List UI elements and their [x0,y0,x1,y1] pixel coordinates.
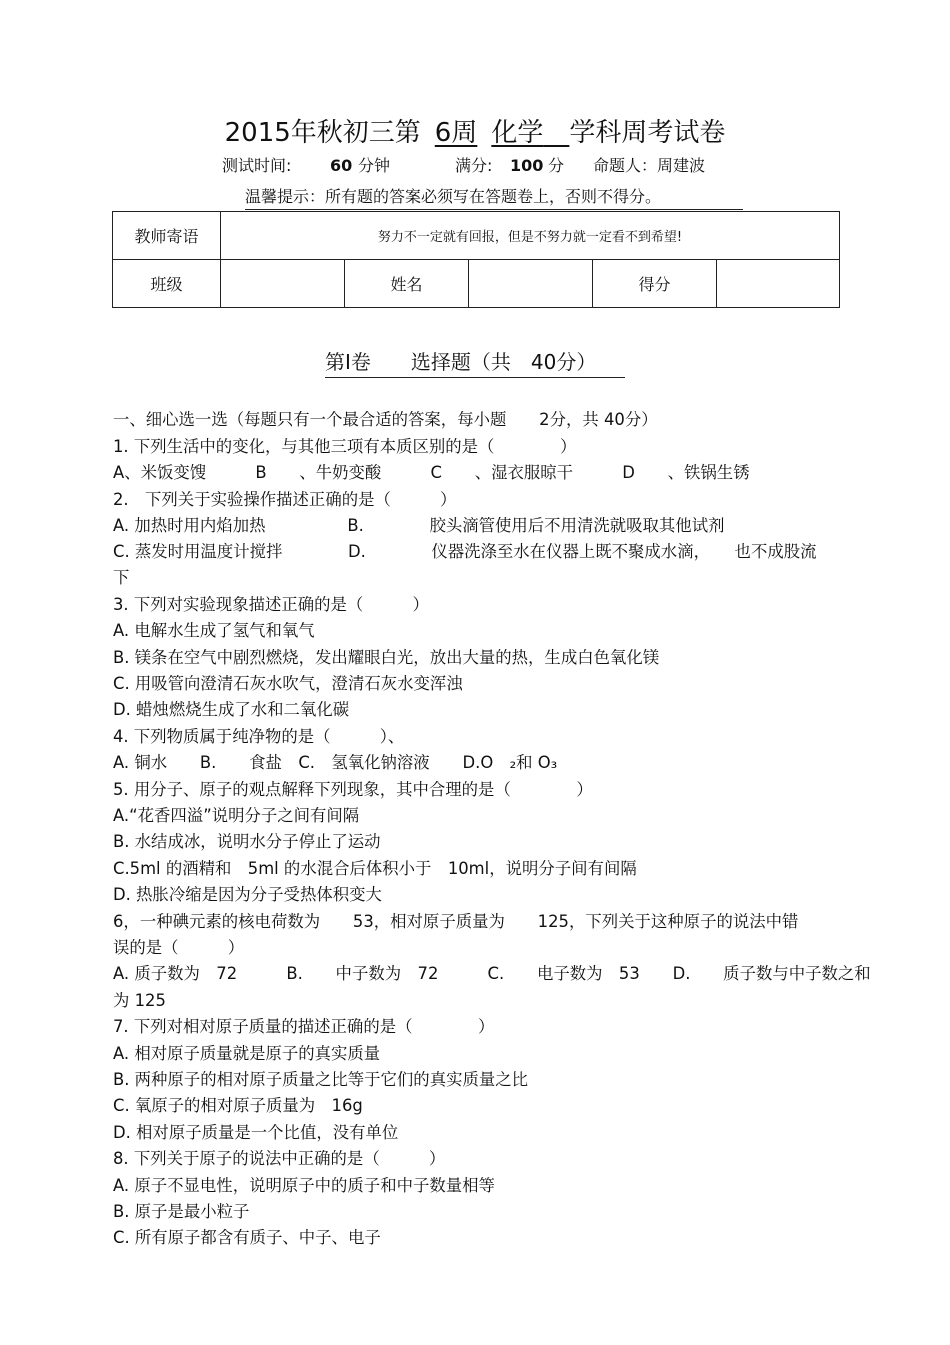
score-field[interactable] [717,260,840,308]
title-week: 6周 [434,118,478,148]
title-rest: 学科周考试卷 [569,118,726,148]
question-line: A. 电解水生成了氢气和氧气 [113,621,315,640]
question-line: A、米饭变馊 B 、牛奶变酸 C 、湿衣服晾干 D 、铁锅生锈 [113,463,750,482]
question-line: 3. 下列对实验现象描述正确的是（ ） [113,595,429,614]
section-title: 第Ⅰ卷 选择题（共 40分） [325,347,625,378]
question-line: C. 所有原子都含有质子、中子、电子 [113,1228,381,1247]
title-year: 2015年秋初三第 [224,118,421,148]
question-line: C. 氧原子的相对原子质量为 16g [113,1096,363,1115]
question-line: B. 水结成冰，说明水分子停止了运动 [113,832,381,851]
question-line: A. 原子不显电性，说明原子中的质子和中子数量相等 [113,1176,495,1195]
question-line: A. 加热时用内焰加热 B. 胶头滴管使用后不用清洗就吸取其他试剂 [113,516,725,535]
question-line: D. 热胀冷缩是因为分子受热体积变大 [113,885,382,904]
question-line: 误的是（ ） [113,938,245,957]
tip-notice: 温馨提示：所有题的答案必须写在答题卷上，否则不得分。 [245,185,743,210]
name-field[interactable] [469,260,593,308]
question-line: 8. 下列关于原子的说法中正确的是（ ） [113,1149,446,1168]
teacher-message: 努力不一定就有回报，但是不努力就一定看不到希望! [221,212,840,260]
exam-title [0,113,950,153]
class-field[interactable] [221,260,345,308]
time-label: 测试时间: [222,156,292,175]
name-label: 姓名 [345,260,469,308]
question-line: 4. 下列物质属于纯净物的是（ ）、 [113,727,405,746]
question-line: B. 镁条在空气中剧烈燃烧，发出耀眼白光，放出大量的热，生成白色氧化镁 [113,648,660,667]
question-line: 1. 下列生活中的变化，与其他三项有本质区别的是（ ） [113,437,577,456]
score-value: 100 [510,156,544,175]
question-line: 一、细心选一选（每题只有一个最合适的答案，每小题 2分，共 40分） [113,410,658,429]
question-line: 为 125 [113,991,166,1010]
question-line: 7. 下列对相对原子质量的描述正确的是（ ） [113,1017,495,1036]
question-line: A. 相对原子质量就是原子的真实质量 [113,1044,381,1063]
question-line: B. 原子是最小粒子 [113,1202,250,1221]
question-line: 2. 下列关于实验操作描述正确的是（ ） [113,490,457,509]
question-line: A.“花香四溢”说明分子之间有间隔 [113,806,360,825]
question-line: A. 质子数为 72 B. 中子数为 72 C. 电子数为 53 D. 质子数与中子数之和 [113,964,871,983]
score-label-cell: 得分 [593,260,717,308]
question-line: D. 蜡烛燃烧生成了水和二氧化碳 [113,700,350,719]
question-line: 下 [113,568,130,587]
info-table [112,211,840,308]
class-label: 班级 [113,260,221,308]
question-line: A. 铜水 B. 食盐 C. 氢氧化钠溶液 D.O ₂和 O₃ [113,753,558,772]
score-unit: 分 [548,156,565,175]
author: 命题人：周建波 [593,156,706,175]
question-line: 6，一种碘元素的核电荷数为 53，相对原子质量为 125，下列关于这种原子的说法中错 [113,912,799,931]
question-line: C. 用吸管向澄清石灰水吹气，澄清石灰水变浑浊 [113,674,463,693]
time-unit: 分钟 [358,156,391,175]
time-value: 60 [330,156,353,175]
title-subject: 化学 [491,118,544,148]
question-line: D. 相对原子质量是一个比值，没有单位 [113,1123,399,1142]
question-line: 5. 用分子、原子的观点解释下列现象，其中合理的是（ ） [113,780,593,799]
teacher-message-label: 教师寄语 [113,212,221,260]
question-line: C. 蒸发时用温度计搅拌 D. 仪器洗涤至水在仪器上既不聚成水滴， 也不成股流 [113,542,817,561]
question-line: B. 两种原子的相对原子质量之比等于它们的真实质量之比 [113,1070,529,1089]
question-line: C.5ml 的酒精和 5ml 的水混合后体积小于 10ml，说明分子间有间隔 [113,859,637,878]
score-label: 满分: [455,156,493,175]
